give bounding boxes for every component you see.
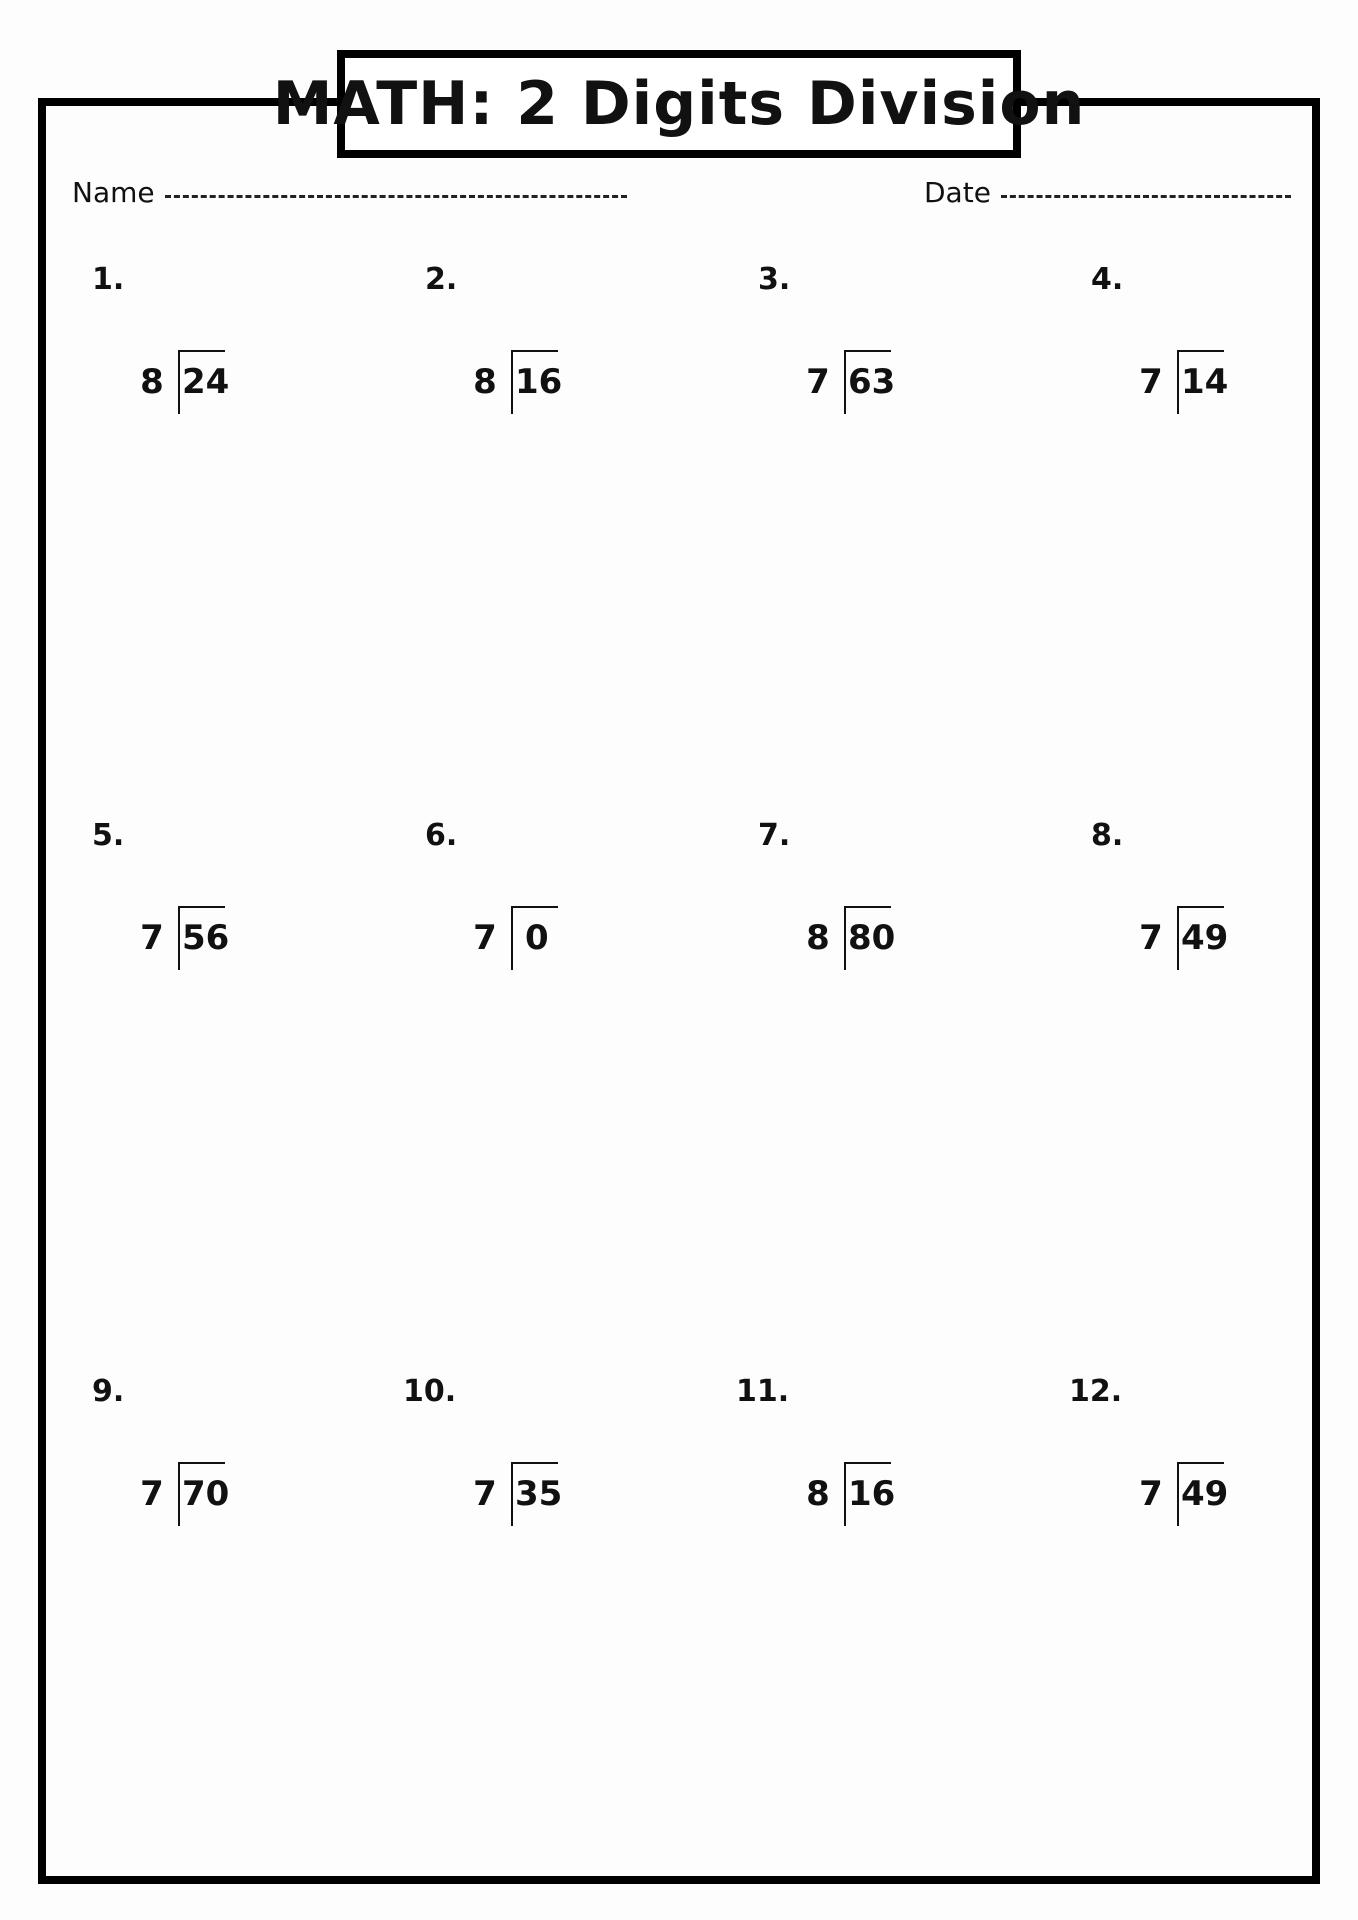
- problem-number: 6.: [425, 818, 458, 853]
- problem-5[interactable]: [92, 818, 392, 1018]
- problem-number: 12.: [1069, 1374, 1123, 1409]
- dividend: 80: [848, 918, 896, 958]
- problem-number: 9.: [92, 1374, 125, 1409]
- dividend: 24: [182, 362, 230, 402]
- problem-number: 3.: [758, 262, 791, 297]
- problem-number: 1.: [92, 262, 125, 297]
- divisor: 7: [473, 918, 497, 958]
- problem-12[interactable]: [1069, 1374, 1358, 1574]
- problem-number: 11.: [736, 1374, 790, 1409]
- divisor: 8: [140, 362, 164, 402]
- divisor: 7: [1139, 1474, 1163, 1514]
- problem-7[interactable]: [758, 818, 1058, 1018]
- dividend: 70: [182, 1474, 230, 1514]
- dividend: 0: [525, 918, 549, 958]
- problem-number: 2.: [425, 262, 458, 297]
- dividend: 63: [848, 362, 896, 402]
- divisor: 8: [806, 918, 830, 958]
- divisor: 7: [1139, 918, 1163, 958]
- name-blank-line[interactable]: [165, 195, 627, 198]
- dividend: 49: [1181, 1474, 1229, 1514]
- divisor: 8: [473, 362, 497, 402]
- dividend: 56: [182, 918, 230, 958]
- date-field[interactable]: [924, 176, 1291, 209]
- title-box: [272, 50, 1086, 158]
- dividend: 16: [848, 1474, 896, 1514]
- date-blank-line[interactable]: [1001, 195, 1291, 198]
- divisor: 7: [1139, 362, 1163, 402]
- problem-number: 7.: [758, 818, 791, 853]
- problem-3[interactable]: [758, 262, 1058, 462]
- problem-9[interactable]: [92, 1374, 392, 1574]
- problem-number: 10.: [403, 1374, 457, 1409]
- problem-number: 8.: [1091, 818, 1124, 853]
- problem-4[interactable]: [1091, 262, 1358, 462]
- problem-11[interactable]: [736, 1374, 1036, 1574]
- problem-10[interactable]: [403, 1374, 703, 1574]
- divisor: 7: [473, 1474, 497, 1514]
- name-field[interactable]: [72, 176, 627, 209]
- divisor: 7: [806, 362, 830, 402]
- worksheet-title: MATH: 2 Digits Division: [272, 69, 1086, 139]
- dividend: 49: [1181, 918, 1229, 958]
- divisor: 7: [140, 1474, 164, 1514]
- date-label: Date: [924, 176, 991, 209]
- dividend: 16: [515, 362, 563, 402]
- problem-2[interactable]: [425, 262, 725, 462]
- divisor: 8: [806, 1474, 830, 1514]
- divisor: 7: [140, 918, 164, 958]
- dividend: 14: [1181, 362, 1229, 402]
- problem-6[interactable]: [425, 818, 725, 1018]
- problem-1[interactable]: [92, 262, 392, 462]
- name-label: Name: [72, 176, 155, 209]
- dividend: 35: [515, 1474, 563, 1514]
- problem-number: 5.: [92, 818, 125, 853]
- problem-8[interactable]: [1091, 818, 1358, 1018]
- problem-number: 4.: [1091, 262, 1124, 297]
